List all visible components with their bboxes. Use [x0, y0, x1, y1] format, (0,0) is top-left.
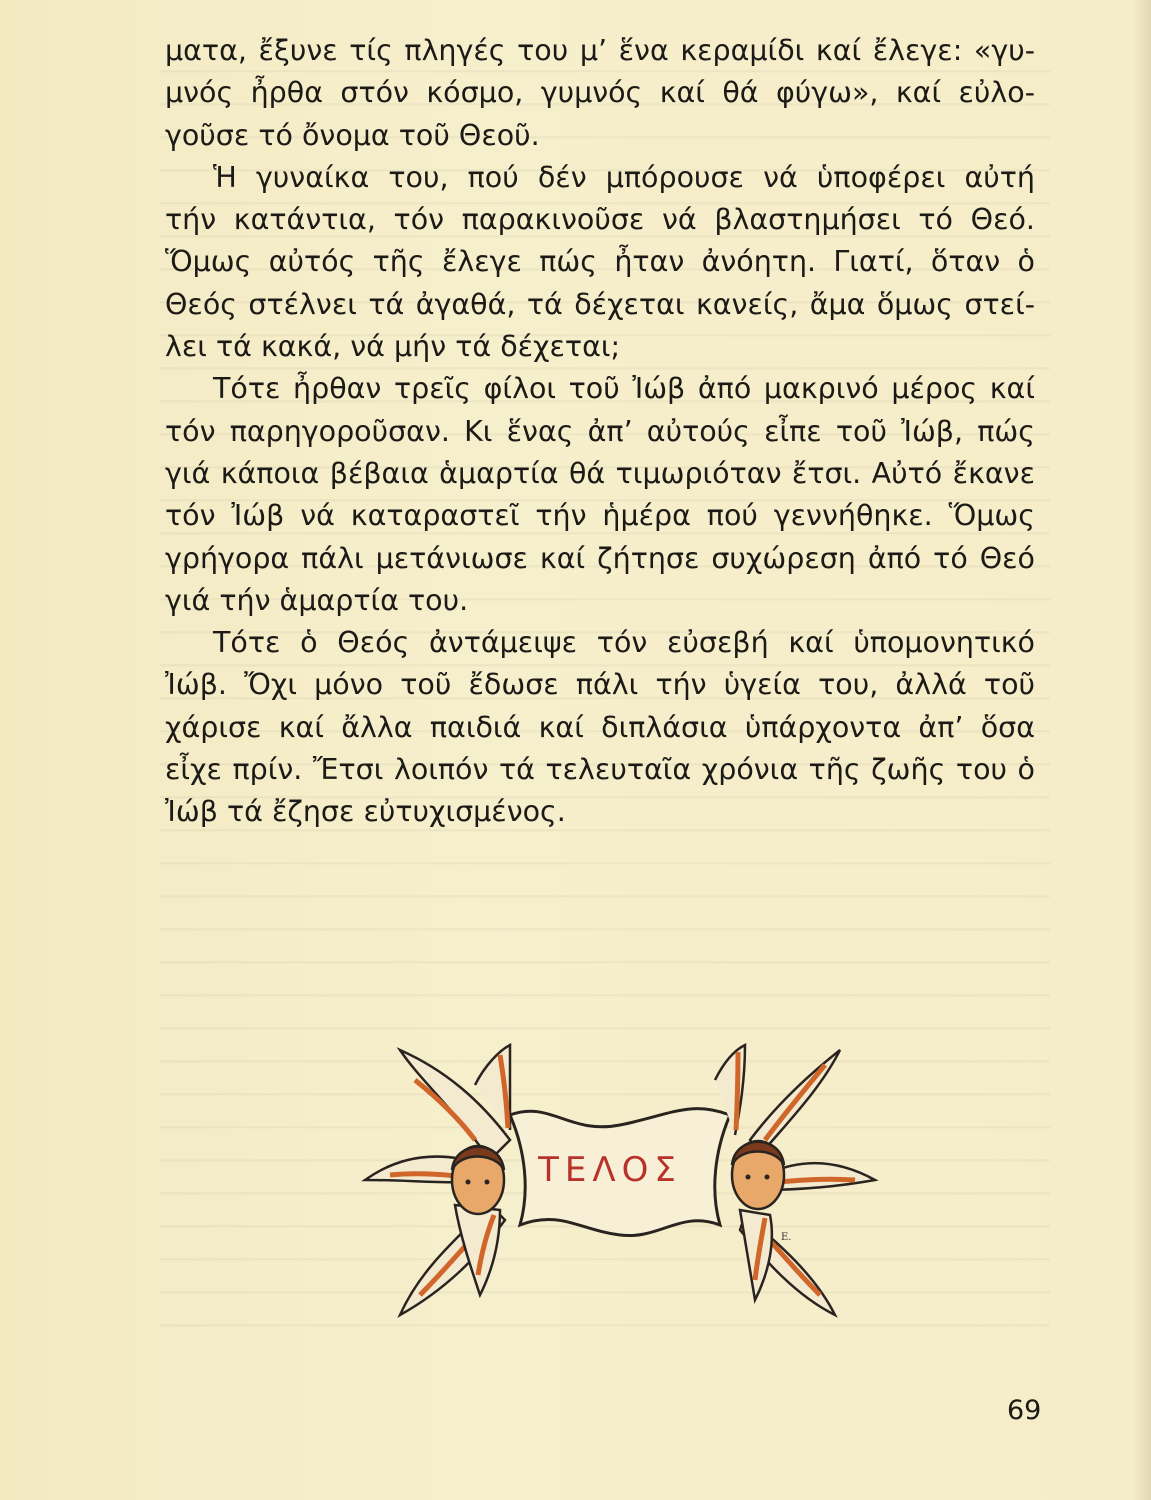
right-cherub — [715, 1045, 875, 1315]
text-line: λει τά κακά, νά μήν τά δέχεται; — [165, 330, 621, 364]
left-cherub — [365, 1045, 510, 1315]
text-line: Ἰώβ. Ὄχι μόνο τοῦ ἔδωσε πάλι τήν ὑγεία του, ἀλλά τοῦ — [165, 668, 1035, 702]
text-line: Θεός στέλνει τά ἀγαθά, τά δέχεται κανείς, ἄμα ὅμως στεί- — [165, 287, 1035, 321]
artist-signature: Ε. — [781, 1232, 792, 1243]
text-line: τόν παρηγοροῦσαν. Κι ἕνας ἀπ’ αὐτούς εἶπε τοῦ Ἰώβ, πώς — [165, 414, 1035, 448]
text-line: γρήγορα πάλι μετάνιωσε καί ζήτησε συχώρεση ἀπό τό Θεό — [165, 541, 1035, 575]
text-line: μνός ἦρθα στόν κόσμο, γυμνός καί θά φύγω», καί εὐλο- — [165, 76, 1035, 110]
text-line: γιά κάποια βέβαια ἁμαρτία θά τιμωριόταν ἔτσι. Αὐτό ἔκανε — [165, 456, 1035, 490]
text-line: τόν Ἰώβ νά καταραστεῖ τήν ἡμέρα πού γεννήθηκε. Ὅμως — [165, 499, 1035, 533]
end-title: ΤΕΛΟΣ — [538, 1150, 682, 1190]
text-line: Τότε ἦρθαν τρεῖς φίλοι τοῦ Ἰώβ ἀπό μακρινό μέρος καί — [213, 372, 1035, 406]
text-line: Ἡ γυναίκα του, πού δέν μπόρουσε νά ὑποφέρει αὐτή — [213, 160, 1035, 194]
text-line: γοῦσε τό ὄνομα τοῦ Θεοῦ. — [165, 118, 540, 152]
text-line: Ὅμως αὐτός τῆς ἔλεγε πώς ἦταν ἀνόητη. Γιατί, ὅταν ὁ — [165, 245, 1035, 279]
text-line: τήν κατάντια, τόν παρακινοῦσε νά βλαστημήσει τό Θεό. — [165, 203, 1035, 237]
text-line: γιά τήν ἁμαρτία του. — [165, 583, 469, 617]
page-number: 69 — [1007, 1395, 1042, 1426]
text-line: εἶχε πρίν. Ἔτσι λοιπόν τά τελευταῖα χρόνια τῆς ζωῆς του ὁ — [165, 753, 1035, 787]
page-edge-shadow — [1133, 0, 1151, 1500]
body-text — [165, 30, 1035, 834]
text-line: Ἰώβ τά ἔζησε εὐτυχισμένος. — [165, 795, 566, 829]
cherubim-ornament — [360, 1040, 880, 1340]
text-line: χάρισε καί ἄλλα παιδιά καί διπλάσια ὑπάρχοντα ἀπ’ ὅσα — [165, 710, 1035, 744]
text-line: Τότε ὁ Θεός ἀντάμειψε τόν εὐσεβή καί ὑπομονητικό — [213, 626, 1035, 660]
text-line: ματα, ἔξυνε τίς πληγές του μ’ ἕνα κεραμίδι καί ἔλεγε: «γυ- — [165, 34, 1035, 67]
